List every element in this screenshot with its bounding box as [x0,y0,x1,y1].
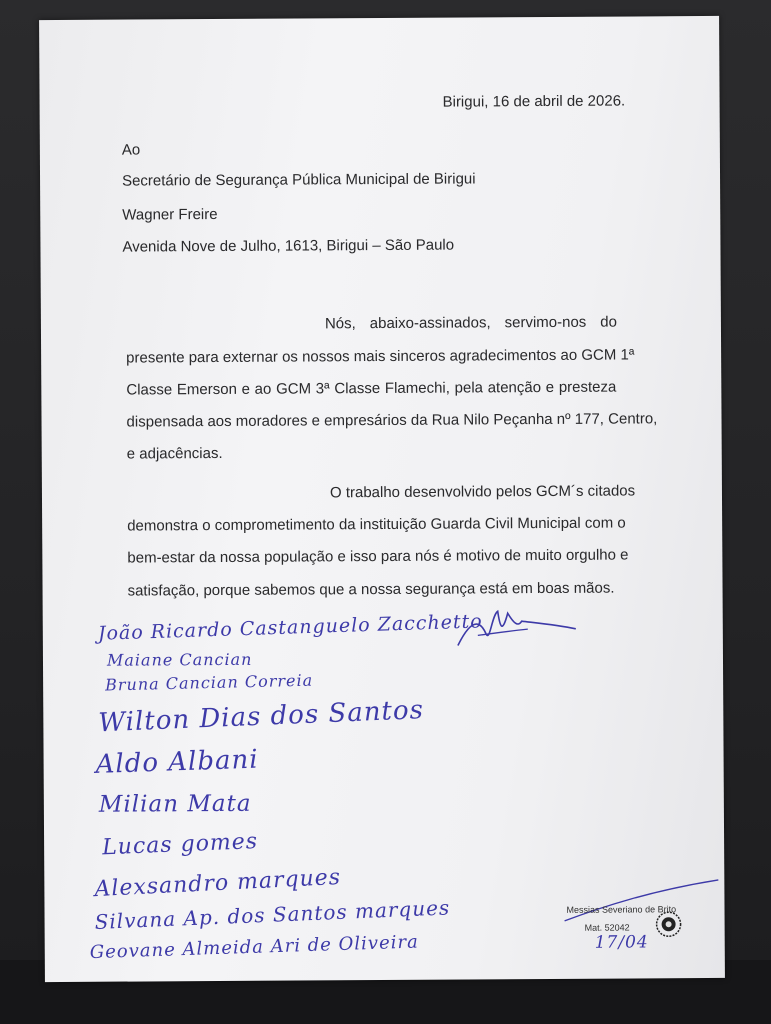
paragraph2-line4: satisfação, porque sabemos que a nossa segurança está em boas mãos. [127,579,615,600]
signature-8: Alexsandro marques [93,864,342,903]
recipient-title: Secretário de Segurança Pública Municipal de Birigui [122,170,476,190]
signature-5: Aldo Albani [95,744,259,780]
letter-sheet [39,16,725,982]
signature-6: Milian Mata [98,790,252,818]
signature-1: João Ricardo Castanguelo Zacchetto [97,610,483,645]
paragraph1-line1: Nós, abaixo-assinados, servimo-nos do [324,313,617,333]
paragraph2-line2: demonstra o comprometimento da instituição Guarda Civil Municipal com o [127,514,626,535]
receipt-date: 17/04 [594,932,649,953]
date-line: Birigui, 16 de abril de 2026. [442,92,626,111]
recipient-address: Avenida Nove de Julho, 1613, Birigui – São Paulo [122,236,455,256]
signature-2: Maiane Cancian [106,649,253,670]
signature-4: Wilton Dias dos Santos [97,695,425,739]
signature-scribble-icon [448,605,578,652]
paragraph1-line2: presente para externar os nossos mais sinceros agradecimentos ao GCM 1ª [126,346,635,367]
paragraph2-line1: O trabalho desenvolvido pelos GCM´s citados [329,482,636,502]
signature-9: Silvana Ap. dos Santos marques [94,895,451,934]
recipient-name: Wagner Freire [122,205,218,224]
paragraph1-line5: e adjacências. [126,444,223,463]
signature-3: Bruna Cancian Correia [104,670,314,695]
paragraph1-line3: Classe Emerson e ao GCM 3ª Classe Flamechi, pela atenção e presteza [126,378,617,399]
municipal-seal-icon [655,910,683,938]
paragraph1-line4: dispensada aos moradores e empresários da Rua Nilo Peçanha nº 177, Centro, [126,410,658,431]
recipient-salutation: Ao [121,141,141,159]
receipt-initial-stroke-icon [562,876,722,927]
receipt-stamp-registration: Mat. 52042 [584,922,630,933]
signature-7: Lucas gomes [101,829,259,861]
signature-10: Geovane Almeida Ari de Oliveira [89,931,420,964]
paragraph2-line3: bem-estar da nossa população e isso para nós é motivo de muito orgulho e [127,546,629,567]
receipt-stamp-name: Messias Severiano de Brito [566,904,677,915]
